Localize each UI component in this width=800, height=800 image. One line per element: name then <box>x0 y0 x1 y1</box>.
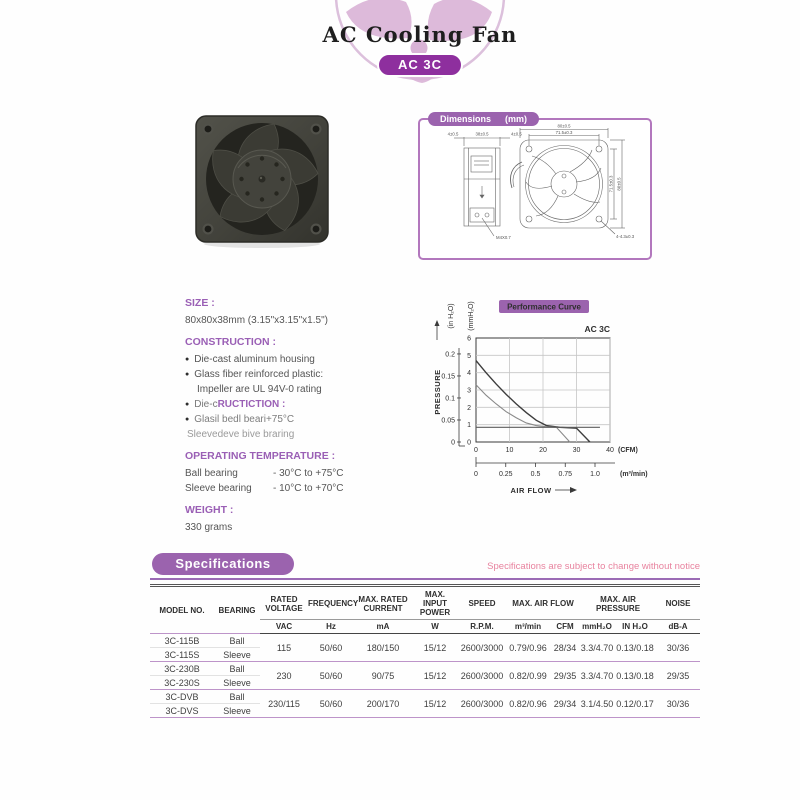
spec-row: 3C-230S Sleeve <box>164 677 251 688</box>
x2-tick: 0.75 <box>558 471 573 478</box>
x-tick: 20 <box>539 447 547 454</box>
size-value: 80x80x38mm (3.15"x3.15"x1.5") <box>185 315 328 326</box>
x-tick: 40 <box>606 447 614 454</box>
spec-row: 3C-DVB Ball 230/115 50/60 200/170 15/12 2600/3000 0.82/0.96 29/34 3.1/4.50 0.12/0.17 30/36 <box>150 690 700 704</box>
operating-heading: OPERATING TEMPERATURE : <box>185 450 336 462</box>
y-primary-unit: (mmH₂O) <box>468 301 475 331</box>
x-secondary-unit: (m³/min) <box>620 471 648 478</box>
specifications-heading: Specifications <box>152 553 294 575</box>
unit-vac: VAC <box>260 620 308 634</box>
spec-row: 3C-DVS Sleeve <box>165 705 251 716</box>
y-secondary-unit: (in H₂O) <box>448 303 455 329</box>
dimensions-unit: (mm) <box>505 114 528 124</box>
unit-cfm: CFM <box>550 620 580 634</box>
unit-m3min: m³/min <box>506 620 550 634</box>
ghost-print-line: ● Glasil bedl beari+75°C <box>185 412 435 427</box>
weight-value: 330 grams <box>185 522 233 533</box>
x-tick: 0 <box>474 447 478 454</box>
y-tick: 4 <box>467 370 471 378</box>
table-header-row <box>150 586 700 620</box>
x-tick: 30 <box>572 447 581 454</box>
spec-row: 3C-115S Sleeve <box>164 649 251 660</box>
dim-width-holes-label: 71.5±0.3 <box>555 130 573 135</box>
x2-tick: 0.25 <box>498 471 513 478</box>
spec-row: 3C-115B Ball 115 50/60 180/150 15/12 2600/3000 0.79/0.96 28/34 3.3/4.70 0.13/0.18 30/36 <box>150 634 700 648</box>
size-heading: SIZE : <box>185 297 215 309</box>
unit-dba: dB-A <box>656 620 700 634</box>
spec-row: 3C-230B Ball 230 50/60 90/75 15/12 2600/3000 0.82/0.99 29/35 3.3/4.70 0.13/0.18 29/35 <box>150 662 700 676</box>
performance-curve-low <box>476 385 570 442</box>
unit-ma: mA <box>354 620 412 634</box>
y2-tick: 0.05 <box>441 417 455 425</box>
page-title: AC Cooling Fan <box>322 22 518 47</box>
col-model: MODEL NO. <box>159 606 205 615</box>
dim-width-outer-label: 80±0.5 <box>557 123 571 129</box>
operating-row: Ball bearing - 30°C to +75°C <box>185 468 344 479</box>
x-primary-unit: (CFM) <box>618 447 638 454</box>
construction-item: ● Glass fiber reinforced plastic: <box>185 367 435 382</box>
x2-tick: 0.5 <box>530 471 541 478</box>
ghost-print-line: ● Die-cRUCTICTION : <box>185 397 435 412</box>
dim-height-outer-label: 80±0.5 <box>616 177 622 191</box>
operating-row: Sleeve bearing - 10°C to +70°C <box>185 483 344 494</box>
chart-title: Performance Curve <box>507 302 581 312</box>
x2-tick: 1.0 <box>590 471 600 478</box>
model-badge: AC 3C <box>377 53 463 77</box>
performance-curve-chart <box>413 292 713 509</box>
unit-w: W <box>412 620 458 634</box>
dim-flange-right-label: 4±0.5 <box>511 131 522 137</box>
dim-mount-holes-label: 4-4.3±0.3 <box>616 234 635 239</box>
specifications-rule <box>150 578 700 580</box>
col-current: MAX. RATED CURRENT <box>358 594 408 613</box>
dim-height-holes-label: 71.5±0.3 <box>608 175 614 193</box>
col-airflow: MAX. AIR FLOW <box>512 599 574 608</box>
spec-table-body <box>150 634 700 718</box>
y-tick: 2 <box>467 404 471 412</box>
dim-screw-label: M4X0.7 <box>496 235 511 240</box>
unit-mmh2o: mmH₂O <box>580 620 614 634</box>
y-tick: 1 <box>467 422 471 430</box>
x-tick: 10 <box>505 447 514 454</box>
details-column <box>185 296 435 535</box>
y2-tick: 0 <box>451 439 455 447</box>
unit-hz: Hz <box>308 620 354 634</box>
y-tick: 5 <box>467 352 471 360</box>
construction-item: ● Die-cast aluminum housing <box>185 352 435 367</box>
col-pressure: MAX. AIR PRESSURE <box>596 594 641 613</box>
dim-depth-label: 38±0.5 <box>475 131 489 137</box>
x2-tick: 0 <box>474 471 478 478</box>
dimensions-panel <box>418 114 652 260</box>
y-axis-label: PRESSURE <box>433 369 442 415</box>
y2-tick: 0.2 <box>445 351 455 359</box>
specifications-note: Specifications are subject to change without notice <box>487 561 700 572</box>
unit-inh2o: IN H₂O <box>614 620 656 634</box>
y2-tick: 0.15 <box>441 373 455 381</box>
unit-rpm: R.P.M. <box>458 620 506 634</box>
chart-model-label: AC 3C <box>584 324 610 334</box>
y2-tick: 0.1 <box>445 395 455 403</box>
col-frequency: FREQUENCY <box>308 599 359 608</box>
dim-flange-left-label: 4±0.5 <box>447 131 459 137</box>
col-noise: NOISE <box>665 599 691 608</box>
x-axis-label: AIR FLOW <box>510 486 552 495</box>
y-tick: 6 <box>467 335 471 343</box>
y-tick: 3 <box>467 387 471 395</box>
col-speed: SPEED <box>468 599 496 608</box>
dimensions-label: Dimensions <box>440 114 492 124</box>
col-voltage: RATED VOLTAGE <box>265 594 303 613</box>
ghost-print-line: Sleevedeve bive braring <box>187 429 295 440</box>
dimension-drawings <box>420 122 648 254</box>
construction-heading: CONSTRUCTION : <box>185 336 276 348</box>
construction-item: Impeller are UL 94V-0 rating <box>197 384 322 395</box>
product-photo <box>188 110 336 250</box>
specifications-table <box>150 584 700 718</box>
y-tick: 0 <box>467 439 471 447</box>
performance-curve-svg <box>413 292 713 504</box>
weight-heading: WEIGHT : <box>185 504 234 516</box>
col-bearing: BEARING <box>218 606 256 615</box>
col-power: MAX. INPUT POWER <box>419 590 451 617</box>
